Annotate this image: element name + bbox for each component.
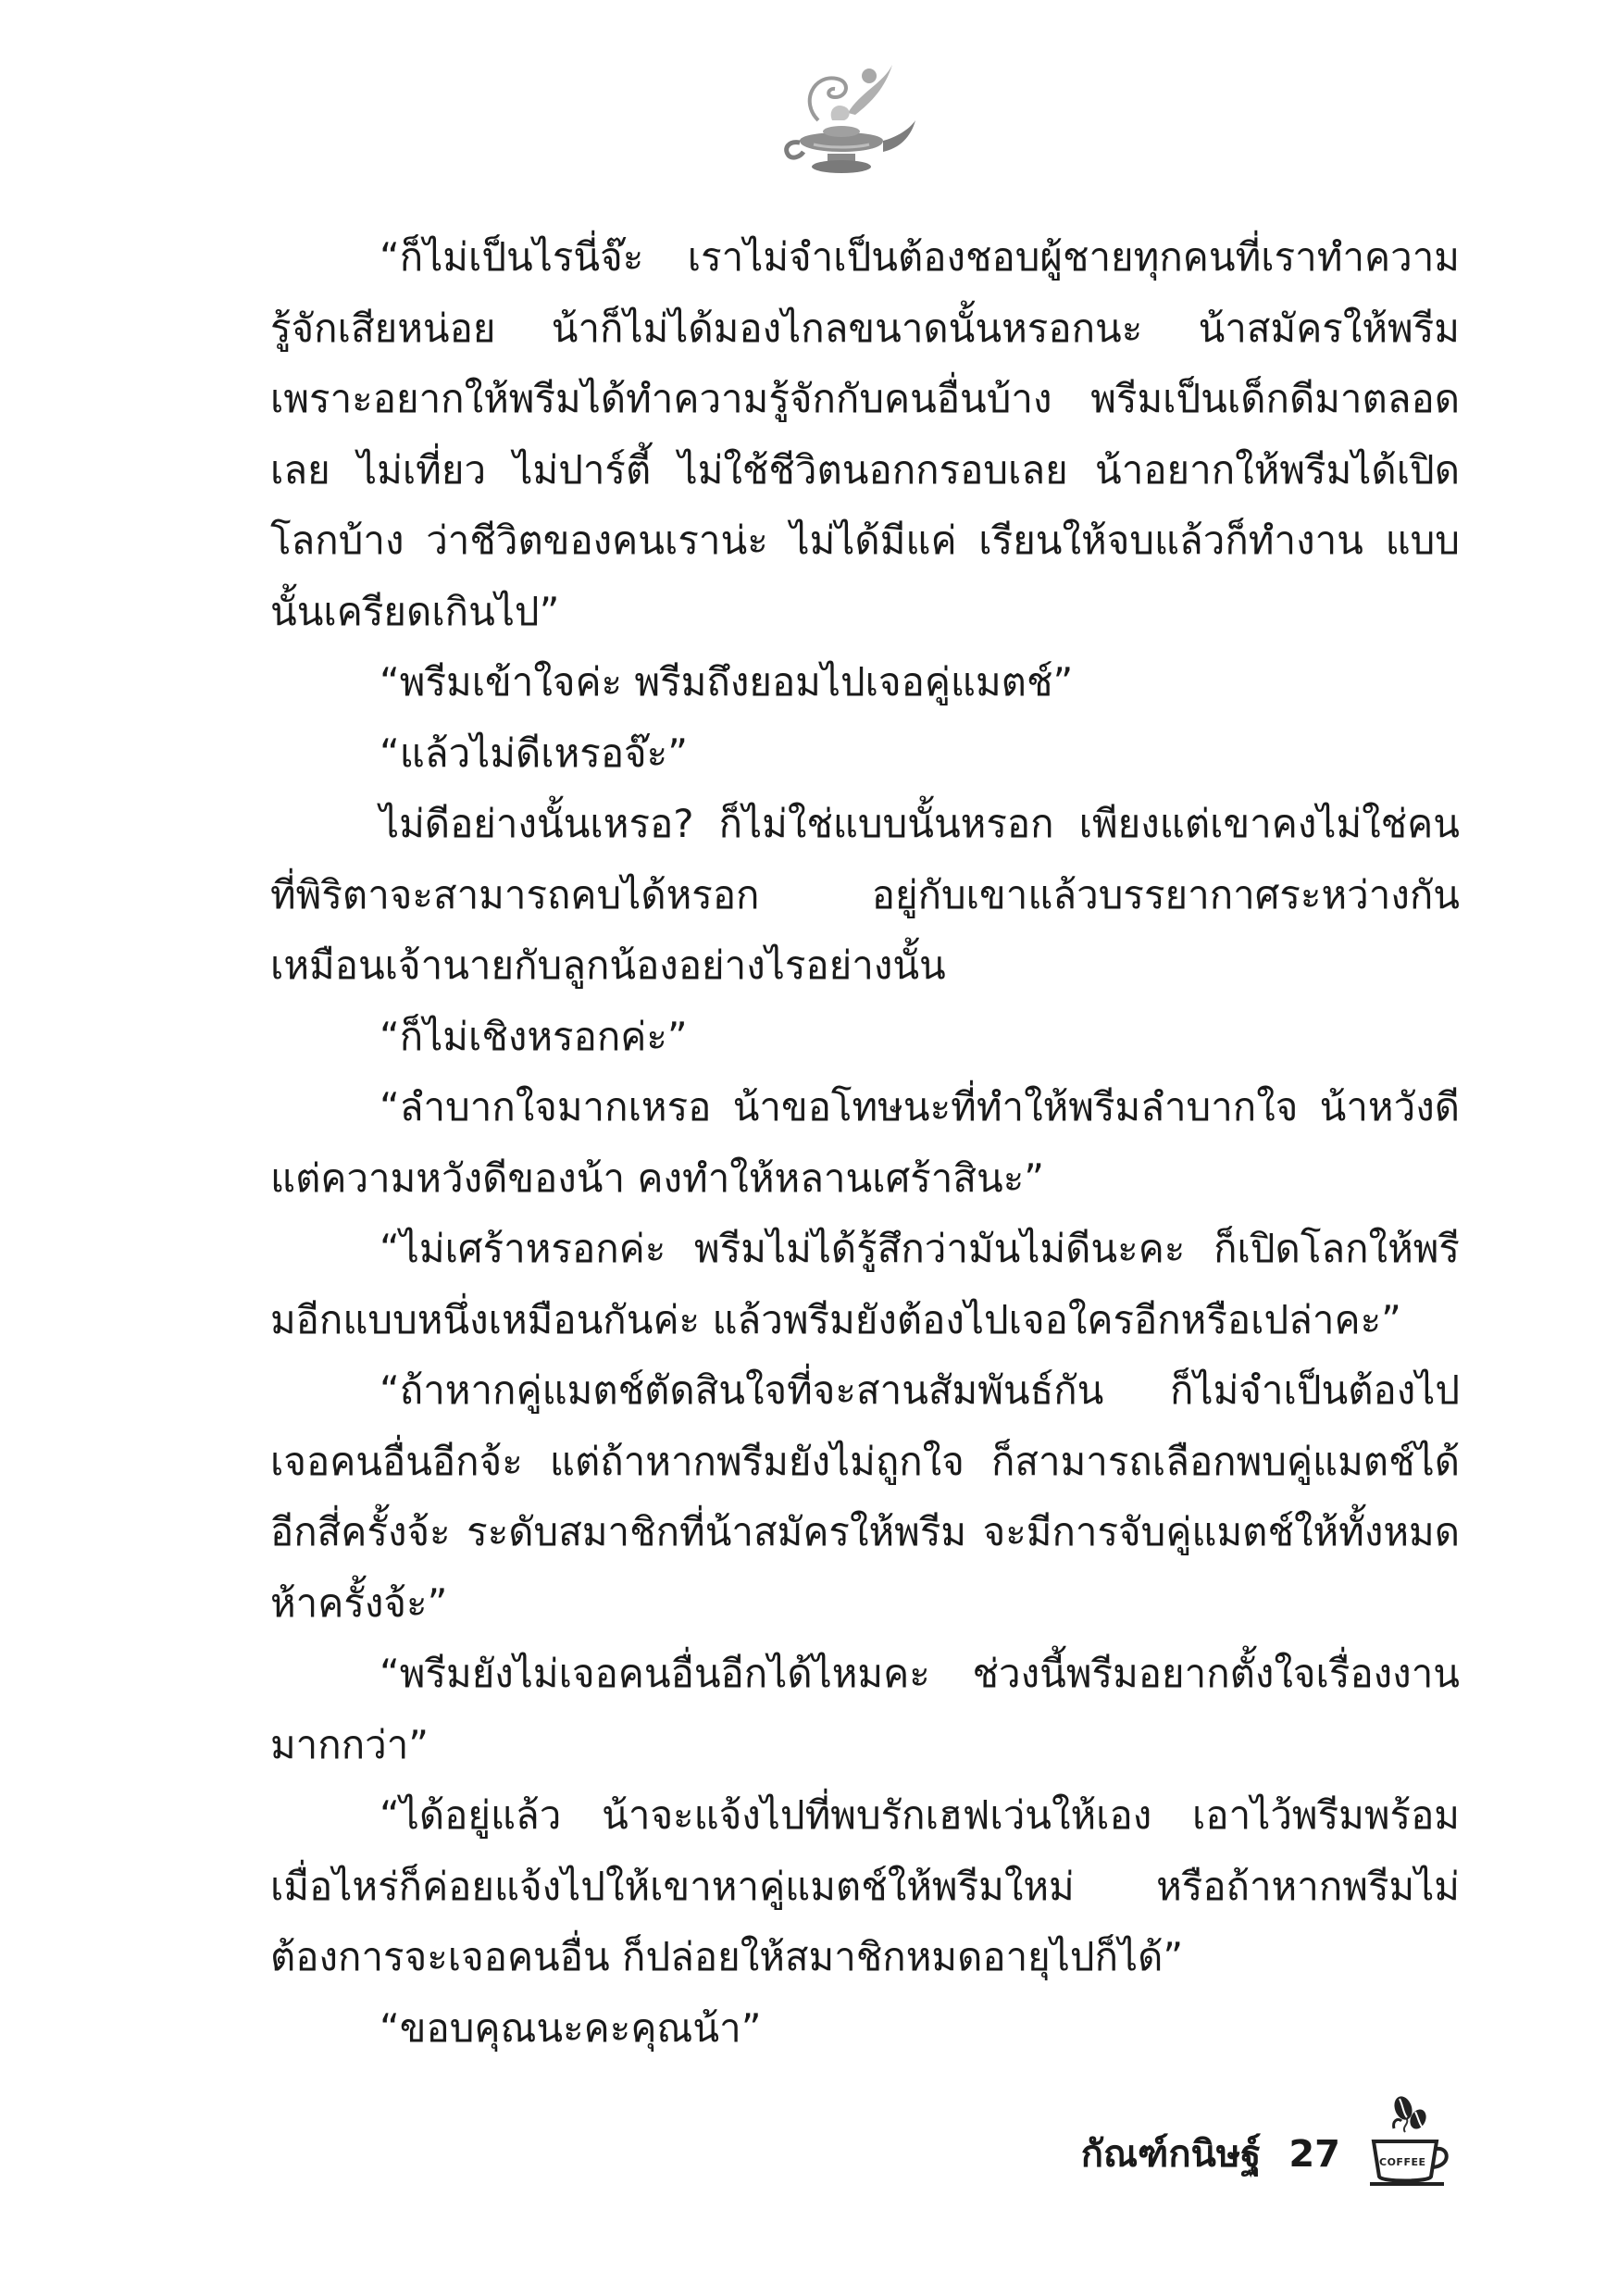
paragraph: “พรีมเข้าใจค่ะ พรีมถึงยอมไปเจอคู่แมตช์” xyxy=(380,659,1074,705)
paragraph: “ได้อยู่แล้ว น้าจะแจ้งไปที่พบรักเฮฟเว่นให้เอง เอาไว้พรีมพร้อมเมื่อไหร่ก็ค่อยแจ้งไปให้เขาหาคู่แมตช์ให้พรีมใหม่ หรือถ้าหากพรีมไม่ต้องการจะเจอคนอื่น ก็ปล่อยให้สมาชิกหมดอายุไปก็ได้” xyxy=(270,1792,1460,1979)
body-text xyxy=(270,222,1460,2064)
paragraph: “ถ้าหากคู่แมตช์ตัดสินใจที่จะสานสัมพันธ์กัน ก็ไม่จำเป็นต้องไปเจอคนอื่นอีกจ้ะ แต่ถ้าหากพรีมยังไม่ถูกใจ ก็สามารถเลือกพบคู่แมตช์ได้อีกสี่ครั้งจ้ะ ระดับสมาชิกที่น้าสมัครให้พรีม จะมีการจับคู่แมตช์ให้ทั้งหมดห้าครั้งจ้ะ” xyxy=(270,1367,1460,1626)
paragraph: “ขอบคุณนะคะคุณน้า” xyxy=(380,2004,762,2051)
paragraph: ไม่ดีอย่างนั้นเหรอ? ก็ไม่ใช่แบบนั้นหรอก เพียงแต่เขาคงไม่ใช่คนที่พิริตาจะสามารถคบได้หรอก อยู่กับเขาแล้วบรรยากาศระหว่างกันเหมือนเจ้านายกับลูกน้องอย่างไรอย่างนั้น xyxy=(270,801,1460,988)
coffee-logo-text: COFFEE xyxy=(1379,2156,1426,2168)
lamp-genie-icon xyxy=(763,56,920,204)
paragraph: “ไม่เศร้าหรอกค่ะ พรีมไม่ได้รู้สึกว่ามันไม่ดีนะคะ ก็เปิดโลกให้พรีมอีกแบบหนึ่งเหมือนกันค่ะ แล้วพรีมยังต้องไปเจอใครอีกหรือเปล่าคะ” xyxy=(270,1226,1460,1342)
paragraph: “ก็ไม่เป็นไรนี่จ๊ะ เราไม่จำเป็นต้องชอบผู้ชายทุกคนที่เราทำความรู้จักเสียหน่อย น้าก็ไม่ได้มองไกลขนาดนั้นหรอกนะ น้าสมัครให้พรีมเพราะอยากให้พรีมได้ทำความรู้จักกับคนอื่นบ้าง พรีมเป็นเด็กดีมาตลอดเลย ไม่เที่ยว ไม่ปาร์ตี้ ไม่ใช้ชีวิตนอกกรอบเลย น้าอยากให้พรีมได้เปิดโลกบ้าง ว่าชีวิตของคนเราน่ะ ไม่ได้มีแค่ เรียนให้จบแล้วก็ทำงาน แบบนั้นเครียดเกินไป” xyxy=(270,234,1460,634)
paragraph: “ลำบากใจมากเหรอ น้าขอโทษนะที่ทำให้พรีมลำบากใจ น้าหวังดี แต่ความหวังดีของน้า คงทำให้หลานเศร้าสินะ” xyxy=(270,1084,1460,1201)
page-footer xyxy=(1081,2088,1451,2190)
page-number: 27 xyxy=(1288,2133,1340,2176)
paragraph: “พรีมยังไม่เจอคนอื่นอีกได้ไหมคะ ช่วงนี้พรีมอยากตั้งใจเรื่องงานมากกว่า” xyxy=(270,1651,1460,1767)
paragraph: “แล้วไม่ดีเหรอจ๊ะ” xyxy=(380,730,688,776)
coffee-cup-icon xyxy=(1366,2088,1451,2190)
footer-author: กัณฑ์กนิษฐ์ xyxy=(1080,2133,1262,2176)
paragraph: “ก็ไม่เชิงหรอกค่ะ” xyxy=(380,1013,688,1059)
